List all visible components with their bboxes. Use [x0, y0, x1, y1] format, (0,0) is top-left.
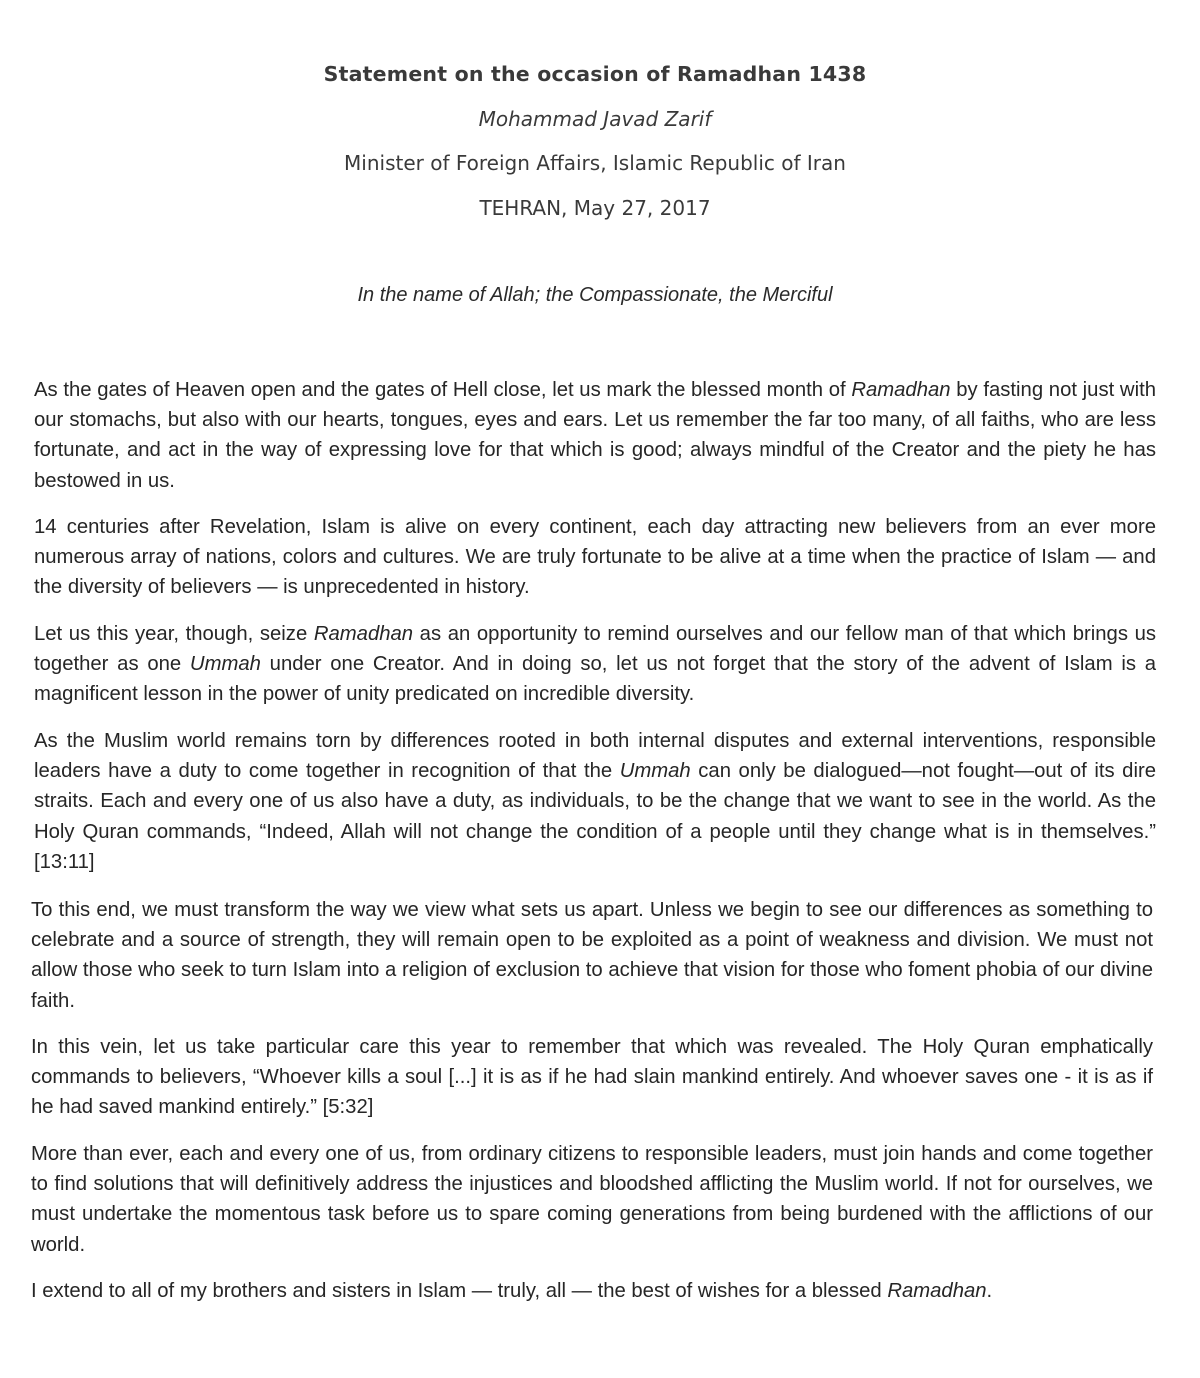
invocation: In the name of Allah; the Compassionate, the Merciful: [357, 284, 833, 306]
paragraph-8-text-a: I extend to all of my brothers and sisters in Islam — truly, all — the best of wishes for a blessed: [31, 1280, 888, 1302]
paragraph-8-text-c: .: [986, 1280, 993, 1302]
paragraph-1-text-c: by fasting not just with our stomachs, but also with our hearts, tongues, eyes and ears. Let us remember the far too many, of all faiths, who are less fortunate, and act in the way of expressing love for that which is good; always mindful of the Creator and the piety he has bestowed in us.: [34, 379, 1156, 492]
paragraph-8-emphasis: Ramadhan: [887, 1280, 987, 1302]
paragraph-8: [31, 1276, 1153, 1306]
paragraph-1-text-a: As the gates of Heaven open and the gates of Hell close, let us mark the blessed month of: [34, 379, 852, 401]
paragraph-4-text-a: As the Muslim world remains torn by differences rooted in both internal disputes and external interventions, responsible leaders have a duty to come together in recognition of that the: [34, 730, 1156, 783]
paragraph-3-emphasis-1: Ramadhan: [313, 623, 414, 645]
dateline: TEHRAN, May 27, 2017: [479, 196, 711, 220]
statement-title: Statement on the occasion of Ramadhan 1438: [323, 62, 867, 86]
paragraph-3-text-e: under one Creator. And in doing so, let us not forget that the story of the advent of Islam is a magnificent lesson in the power of unity predicated on incredible diversity.: [34, 653, 1156, 706]
paragraph-3-emphasis-2: Ummah: [189, 653, 261, 676]
paragraph-3-text-c: as an opportunity to remind ourselves and our fellow man of that which brings us together as one: [34, 623, 1157, 676]
paragraph-5: To this end, we must transform the way we view what sets us apart. Unless we begin to see our differences as something to celebrate and a source of strength, they will remain open to be exploited as a point of weakness and division. We must not allow those who seek to turn Islam into a religion of exclusion to achieve that vision for those who foment phobia of our divine faith.: [31, 899, 1153, 1012]
paragraph-7: More than ever, each and every one of us, from ordinary citizens to responsible leaders, must join hands and come together to find solutions that will definitively address the injustices and bloodshed afflicting the Muslim world. If not for ourselves, we must undertake the momentous task before us to spare coming generations from being burdened with the afflictions of our world.: [31, 1143, 1153, 1256]
paragraph-2: 14 centuries after Revelation, Islam is alive on every continent, each day attracting new believers from an ever more numerous array of nations, colors and cultures. We are truly fortunate to be alive at a time when the practice of Islam — and the diversity of believers — is unprecedented in history.: [34, 516, 1156, 599]
paragraph-6: In this vein, let us take particular care this year to remember that which was revealed. The Holy Quran emphatically commands to believers, “Whoever kills a soul [...] it is as if he had slain mankind entirely. And whoever saves one - it is as if he had saved mankind entirely.” [5:32]: [31, 1036, 1153, 1119]
paragraph-1-emphasis: Ramadhan: [851, 379, 951, 401]
author-position: Minister of Foreign Affairs, Islamic Republic of Iran: [344, 151, 846, 175]
paragraph-3: [34, 619, 1156, 710]
paragraph-4-emphasis: Ummah: [619, 760, 691, 783]
paragraph-4-text-c: can only be dialogued—not fought—out of its dire straits. Each and every one of us also have a duty, as individuals, to be the change that we want to see in the world. As the Holy Quran commands, “Indeed, Allah will not change the condition of a people until they change what is in themselves.” [13:11]: [34, 760, 1156, 873]
paragraph-3-text-a: Let us this year, though, seize: [34, 623, 314, 645]
author-name: Mohammad Javad Zarif: [478, 107, 712, 131]
paragraph-1: [34, 375, 1156, 496]
paragraph-4: [34, 726, 1156, 877]
